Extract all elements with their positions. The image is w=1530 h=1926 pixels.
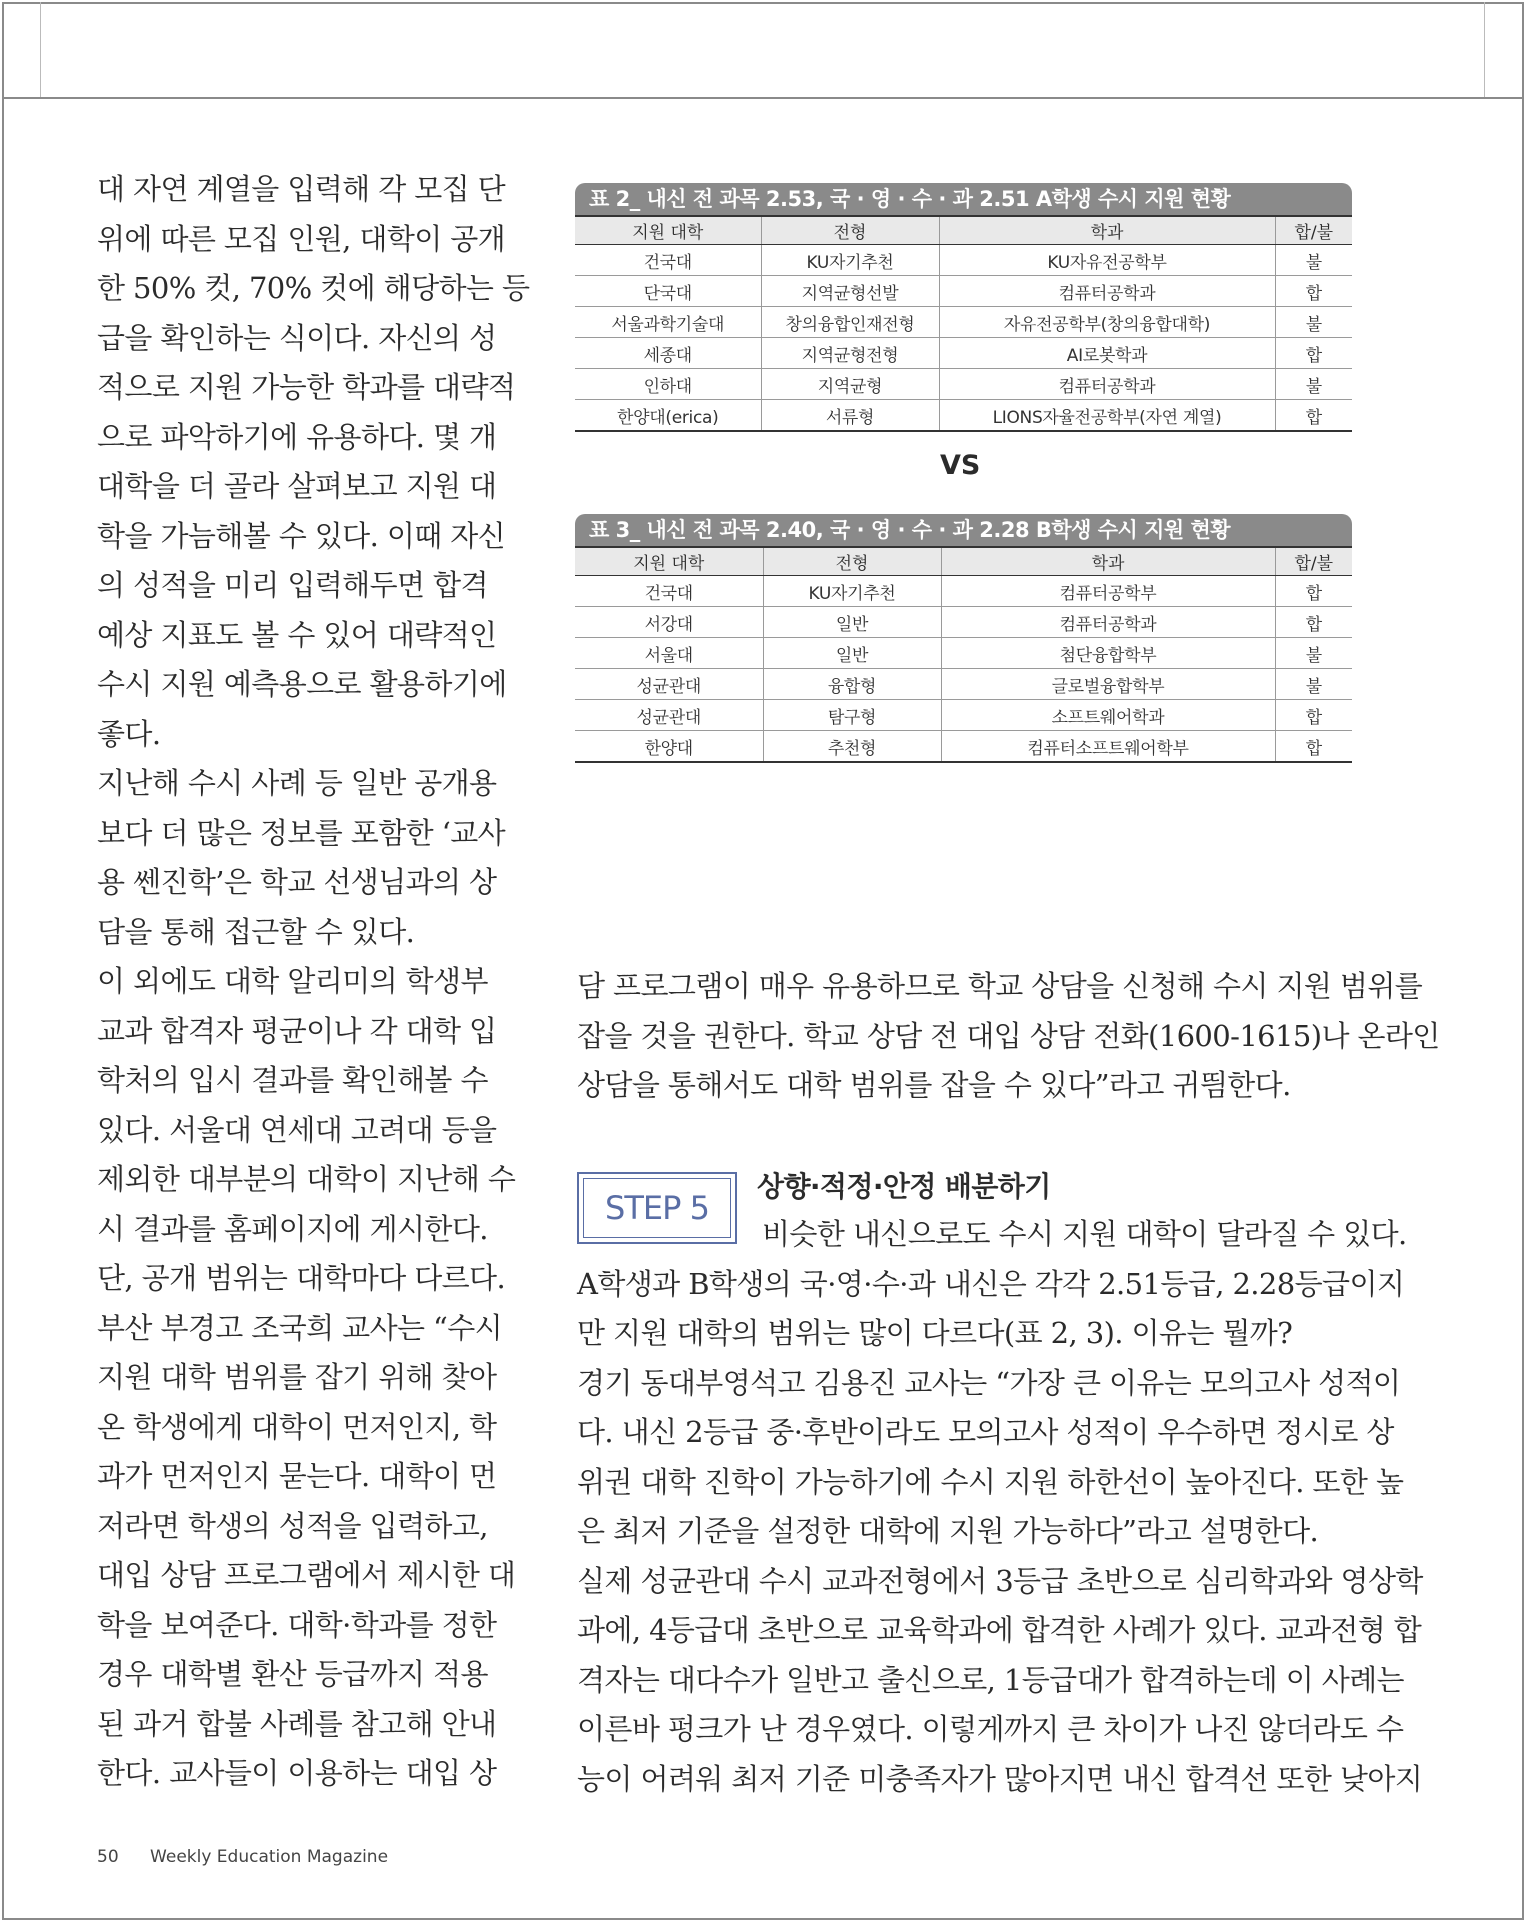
- text-line: 대입 상담 프로그램에서 제시한 대: [97, 1558, 516, 1592]
- table-cell: 탐구형: [763, 700, 941, 731]
- text-line: 지원 대학 범위를 잡기 위해 찾아: [97, 1360, 497, 1394]
- table-cell: 컴퓨터공학과: [941, 607, 1275, 638]
- right-column-bottom-text: [577, 1210, 1423, 1804]
- table-cell: 컴퓨터공학과: [939, 276, 1275, 307]
- table-cell: 합: [1275, 400, 1352, 432]
- text-line: 다. 내신 2등급 중·후반이라도 모의고사 성적이 우수하면 정시로 상: [577, 1415, 1394, 1449]
- table-cell: 합: [1275, 700, 1352, 731]
- table-cell: 서울과학기술대: [575, 307, 761, 338]
- text-line: 있다. 서울대 연세대 고려대 등을: [97, 1112, 497, 1147]
- text-line: 담을 통해 접근할 수 있다.: [97, 914, 415, 949]
- text-line: 으로 파악하기에 유용하다. 몇 개: [97, 419, 497, 454]
- text-line: 담 프로그램이 매우 유용하므로 학교 상담을 신청해 수시 지원 범위를: [577, 969, 1423, 1003]
- text-line: 비슷한 내신으로도 수시 지원 대학이 달라질 수 있다.: [762, 1217, 1407, 1251]
- text-line: 저라면 학생의 성적을 입력하고,: [97, 1508, 488, 1543]
- table-row: [575, 245, 1352, 276]
- table2-header: 합/불: [1275, 216, 1352, 245]
- magazine-name: Weekly Education Magazine: [150, 1847, 389, 1867]
- text-line: 지난해 수시 사례 등 일반 공개용: [97, 766, 497, 800]
- table-row: [575, 731, 1352, 763]
- table-cell: 성균관대: [575, 669, 763, 700]
- table-cell: 세종대: [575, 338, 761, 369]
- table-cell: 성균관대: [575, 700, 763, 731]
- table2-title: 표 2_ 내신 전 과목 2.53, 국 · 영 · 수 · 과 2.51 A학생 수시 지원 현황: [575, 183, 1352, 215]
- step-label: STEP 5: [583, 1178, 731, 1238]
- text-line: 능이 어려워 최저 기준 미충족자가 많아지면 내신 합격선 또한 낮아지: [577, 1761, 1423, 1796]
- table-cell: 서울대: [575, 638, 763, 669]
- text-line: 학을 가늠해볼 수 있다. 이때 자신: [97, 518, 506, 553]
- table-cell: AI로봇학과: [939, 338, 1275, 369]
- table-cell: 합: [1275, 338, 1352, 369]
- text-line: 적으로 지원 가능한 학과를 대략적: [97, 370, 516, 404]
- table-cell: 창의융합인재전형: [761, 307, 939, 338]
- table-cell: 한양대(erica): [575, 400, 761, 432]
- text-line: 예상 지표도 볼 수 있어 대략적인: [97, 617, 497, 652]
- table-cell: 서강대: [575, 607, 763, 638]
- text-line: 온 학생에게 대학이 먼저인지, 학: [97, 1409, 497, 1444]
- text-line: 이른바 펑크가 난 경우였다. 이렇게까지 큰 차이가 나진 않더라도 수: [577, 1712, 1404, 1746]
- table-cell: 첨단융합학부: [941, 638, 1275, 669]
- table-cell: KU자기추천: [761, 245, 939, 276]
- table-cell: 글로벌융합학부: [941, 669, 1275, 700]
- text-line: 용 쎈진학’은 학교 선생님과의 상: [97, 865, 497, 899]
- table-cell: 자유전공학부(창의융합대학): [939, 307, 1275, 338]
- table-cell: 컴퓨터소프트웨어학부: [941, 731, 1275, 763]
- table-cell: 합: [1275, 576, 1352, 607]
- text-line: 격자는 대다수가 일반고 출신으로, 1등급대가 합격하는데 이 사례는: [577, 1662, 1404, 1697]
- table-row: [575, 307, 1352, 338]
- section-heading: 상향·적정·안정 배분하기: [757, 1170, 1051, 1203]
- header-rule: [2, 97, 1524, 99]
- text-line: 만 지원 대학의 범위는 많이 다르다(표 2, 3). 이유는 뭘까?: [577, 1316, 1293, 1350]
- text-line: 학을 보여준다. 대학·학과를 정한: [97, 1607, 497, 1642]
- text-line: 경우 대학별 환산 등급까지 적용: [97, 1657, 488, 1691]
- table-cell: 추천형: [763, 731, 941, 763]
- left-column-text: [97, 165, 530, 1799]
- table-cell: 건국대: [575, 576, 763, 607]
- text-line: 대 자연 계열을 입력해 각 모집 단: [97, 172, 506, 206]
- table-cell: 합: [1275, 731, 1352, 763]
- table-cell: LIONS자율전공학부(자연 계열): [939, 400, 1275, 432]
- text-line: 교과 합격자 평균이나 각 대학 입: [97, 1013, 497, 1048]
- table-cell: 일반: [763, 638, 941, 669]
- table2-block: [575, 183, 1352, 432]
- text-line: 제외한 대부분의 대학이 지난해 수: [97, 1162, 516, 1196]
- table2-header: 전형: [761, 216, 939, 245]
- table3-header: 전형: [763, 547, 941, 576]
- table3: [575, 546, 1352, 763]
- page-number: 50: [97, 1847, 119, 1867]
- table-cell: 융합형: [763, 669, 941, 700]
- table-cell: 인하대: [575, 369, 761, 400]
- table-row: [575, 638, 1352, 669]
- text-line: 과가 먼저인지 묻는다. 대학이 먼: [97, 1459, 497, 1493]
- text-line: 위에 따른 모집 인원, 대학이 공개: [97, 221, 506, 256]
- table-cell: KU자기추천: [763, 576, 941, 607]
- table-row: [575, 400, 1352, 432]
- table3-header: 학과: [941, 547, 1275, 576]
- table-cell: 건국대: [575, 245, 761, 276]
- text-line: 좋다.: [97, 716, 161, 751]
- table-cell: 불: [1275, 669, 1352, 700]
- table-row: [575, 607, 1352, 638]
- text-line: 된 과거 합불 사례를 참고해 안내: [97, 1706, 497, 1741]
- text-line: 대학을 더 골라 살펴보고 지원 대: [97, 469, 497, 503]
- page-footer: [97, 1847, 414, 1867]
- text-line: 부산 부경고 조국희 교사는 “수시: [97, 1310, 503, 1345]
- right-column-top-text: [577, 962, 1440, 1111]
- text-line: 잡을 것을 권한다. 학교 상담 전 대입 상담 전화(1600-1615)나 온라인: [577, 1018, 1440, 1053]
- table-row: [575, 669, 1352, 700]
- table-row: [575, 369, 1352, 400]
- table-cell: 서류형: [761, 400, 939, 432]
- table3-title: 표 3_ 내신 전 과목 2.40, 국 · 영 · 수 · 과 2.28 B학생 수시 지원 현황: [575, 514, 1352, 546]
- table-cell: 단국대: [575, 276, 761, 307]
- text-line: 시 결과를 홈페이지에 게시한다.: [97, 1211, 488, 1246]
- text-line: 의 성적을 미리 입력해두면 합격: [97, 568, 488, 602]
- text-line: 수시 지원 예측용으로 활용하기에: [97, 667, 507, 701]
- table-cell: 불: [1275, 369, 1352, 400]
- text-line: 보다 더 많은 정보를 포함한 ‘교사: [97, 815, 506, 850]
- table-row: [575, 338, 1352, 369]
- table-row: [575, 276, 1352, 307]
- text-line: 한 50% 컷, 70% 컷에 해당하는 등: [97, 271, 530, 305]
- text-line: 급을 확인하는 식이다. 자신의 성: [97, 320, 497, 355]
- table-cell: 불: [1275, 638, 1352, 669]
- table2: [575, 215, 1352, 432]
- table-cell: 지역균형전형: [761, 338, 939, 369]
- text-line: 이 외에도 대학 알리미의 학생부: [97, 964, 488, 998]
- text-line: 학처의 입시 결과를 확인해볼 수: [97, 1063, 488, 1097]
- table2-header: 학과: [939, 216, 1275, 245]
- table3-header: 합/불: [1275, 547, 1352, 576]
- table3-block: [575, 514, 1352, 763]
- page-fold-right: [1484, 2, 1525, 98]
- vs-label: VS: [940, 450, 981, 481]
- table2-header: 지원 대학: [575, 216, 761, 245]
- text-line: 과에, 4등급대 초반으로 교육학과에 합격한 사례가 있다. 교과전형 합: [577, 1613, 1422, 1647]
- table-cell: 합: [1275, 607, 1352, 638]
- table3-header: 지원 대학: [575, 547, 763, 576]
- table-cell: 불: [1275, 307, 1352, 338]
- table-cell: 지역균형선발: [761, 276, 939, 307]
- table-row: [575, 576, 1352, 607]
- text-line: 단, 공개 범위는 대학마다 다르다.: [97, 1261, 506, 1295]
- table-cell: 컴퓨터공학과: [939, 369, 1275, 400]
- text-line: 경기 동대부영석고 김용진 교사는 “가장 큰 이유는 모의고사 성적이: [577, 1365, 1401, 1400]
- text-line: 은 최저 기준을 설정한 대학에 지원 가능하다”라고 설명한다.: [577, 1514, 1319, 1548]
- text-line: 상담을 통해서도 대학 범위를 잡을 수 있다”라고 귀띔한다.: [577, 1068, 1291, 1102]
- text-line: 한다. 교사들이 이용하는 대입 상: [97, 1756, 497, 1790]
- table-cell: 컴퓨터공학부: [941, 576, 1275, 607]
- page-fold-left: [2, 2, 41, 98]
- table-row: [575, 700, 1352, 731]
- table-cell: KU자유전공학부: [939, 245, 1275, 276]
- text-line: 실제 성균관대 수시 교과전형에서 3등급 초반으로 심리학과와 영상학: [577, 1563, 1423, 1598]
- table-cell: 소프트웨어학과: [941, 700, 1275, 731]
- table-cell: 한양대: [575, 731, 763, 763]
- table-cell: 지역균형: [761, 369, 939, 400]
- text-line: A학생과 B학생의 국·영·수·과 내신은 각각 2.51등급, 2.28등급이지: [577, 1266, 1405, 1301]
- table-cell: 일반: [763, 607, 941, 638]
- table-cell: 합: [1275, 276, 1352, 307]
- table-cell: 불: [1275, 245, 1352, 276]
- text-line: 위권 대학 진학이 가능하기에 수시 지원 하한선이 높아진다. 또한 높: [577, 1464, 1404, 1499]
